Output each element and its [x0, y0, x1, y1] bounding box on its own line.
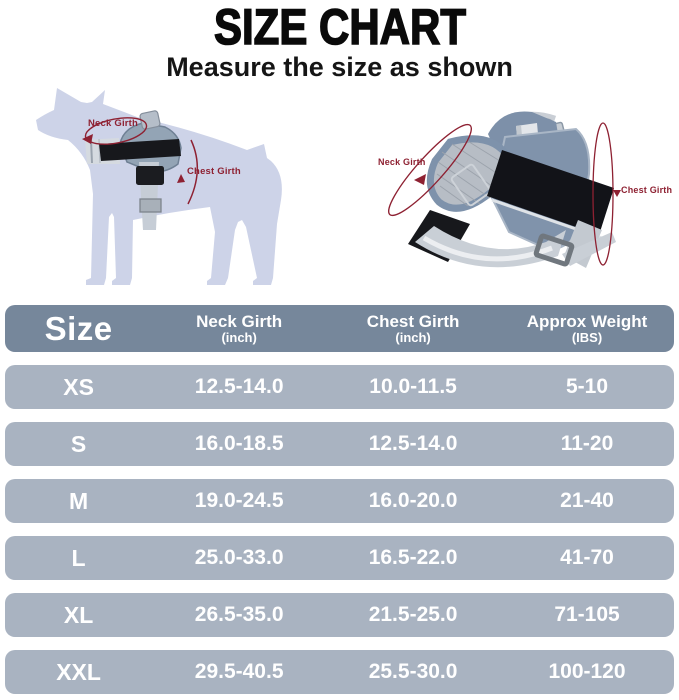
- page-subtitle: Measure the size as shown: [166, 52, 513, 82]
- column-header-approx-weight: Approx Weight (IBS): [526, 311, 648, 345]
- size-table: [0, 305, 679, 694]
- size-cell: M: [69, 487, 89, 514]
- weight-cell: 100-120: [548, 660, 626, 683]
- measurement-illustrations: [0, 82, 679, 302]
- size-cell: XXL: [56, 658, 101, 685]
- chest-girth-cell: 10.0-11.5: [369, 375, 457, 398]
- weight-cell: 71-105: [554, 603, 620, 626]
- weight-cell: 5-10: [566, 375, 609, 398]
- harness-neck-girth-label: Neck Girth: [378, 157, 426, 167]
- table-row-l: [5, 536, 674, 580]
- harness-chest-girth-label: Chest Girth: [621, 185, 673, 195]
- chest-girth-cell: 25.5-30.0: [368, 660, 458, 683]
- dog-with-harness-image: [5, 82, 323, 294]
- table-row-m: [5, 479, 674, 523]
- neck-girth-cell: 19.0-24.5: [194, 489, 284, 512]
- size-cell: XL: [63, 601, 94, 628]
- table-row-xl: [5, 593, 674, 637]
- neck-girth-cell: 25.0-33.0: [194, 546, 284, 569]
- chest-girth-cell: 12.5-14.0: [368, 432, 458, 455]
- page-title: [0, 0, 679, 55]
- size-cell: XS: [63, 373, 94, 400]
- column-header-chest-girth: Chest Girth (inch): [366, 311, 460, 345]
- table-row-s: [5, 422, 674, 466]
- size-cell: S: [70, 430, 87, 457]
- size-cell: L: [71, 544, 86, 571]
- harness-graphic: [408, 111, 616, 268]
- chest-girth-cell: 21.5-25.0: [368, 603, 458, 626]
- dog-chest-girth-label: Chest Girth: [187, 166, 241, 177]
- neck-girth-cell: 12.5-14.0: [194, 375, 284, 398]
- table-row-xs: [5, 365, 674, 409]
- dog-neck-girth-label: Neck Girth: [88, 118, 139, 129]
- weight-cell: 11-20: [560, 432, 614, 455]
- neck-girth-cell: 26.5-35.0: [194, 603, 284, 626]
- neck-girth-cell: 16.0-18.5: [194, 432, 284, 455]
- chest-girth-cell: 16.0-20.0: [368, 489, 458, 512]
- chest-girth-cell: 16.5-22.0: [368, 546, 458, 569]
- table-header-row: [5, 305, 674, 352]
- weight-cell: 21-40: [560, 489, 614, 512]
- table-row-xxl: [5, 650, 674, 694]
- weight-cell: 41-70: [560, 546, 614, 569]
- page-title-text: SIZE CHART: [213, 0, 466, 55]
- column-header-size: Size: [44, 309, 113, 347]
- neck-girth-cell: 29.5-40.5: [194, 660, 284, 683]
- column-header-neck-girth: Neck Girth (inch): [196, 311, 283, 345]
